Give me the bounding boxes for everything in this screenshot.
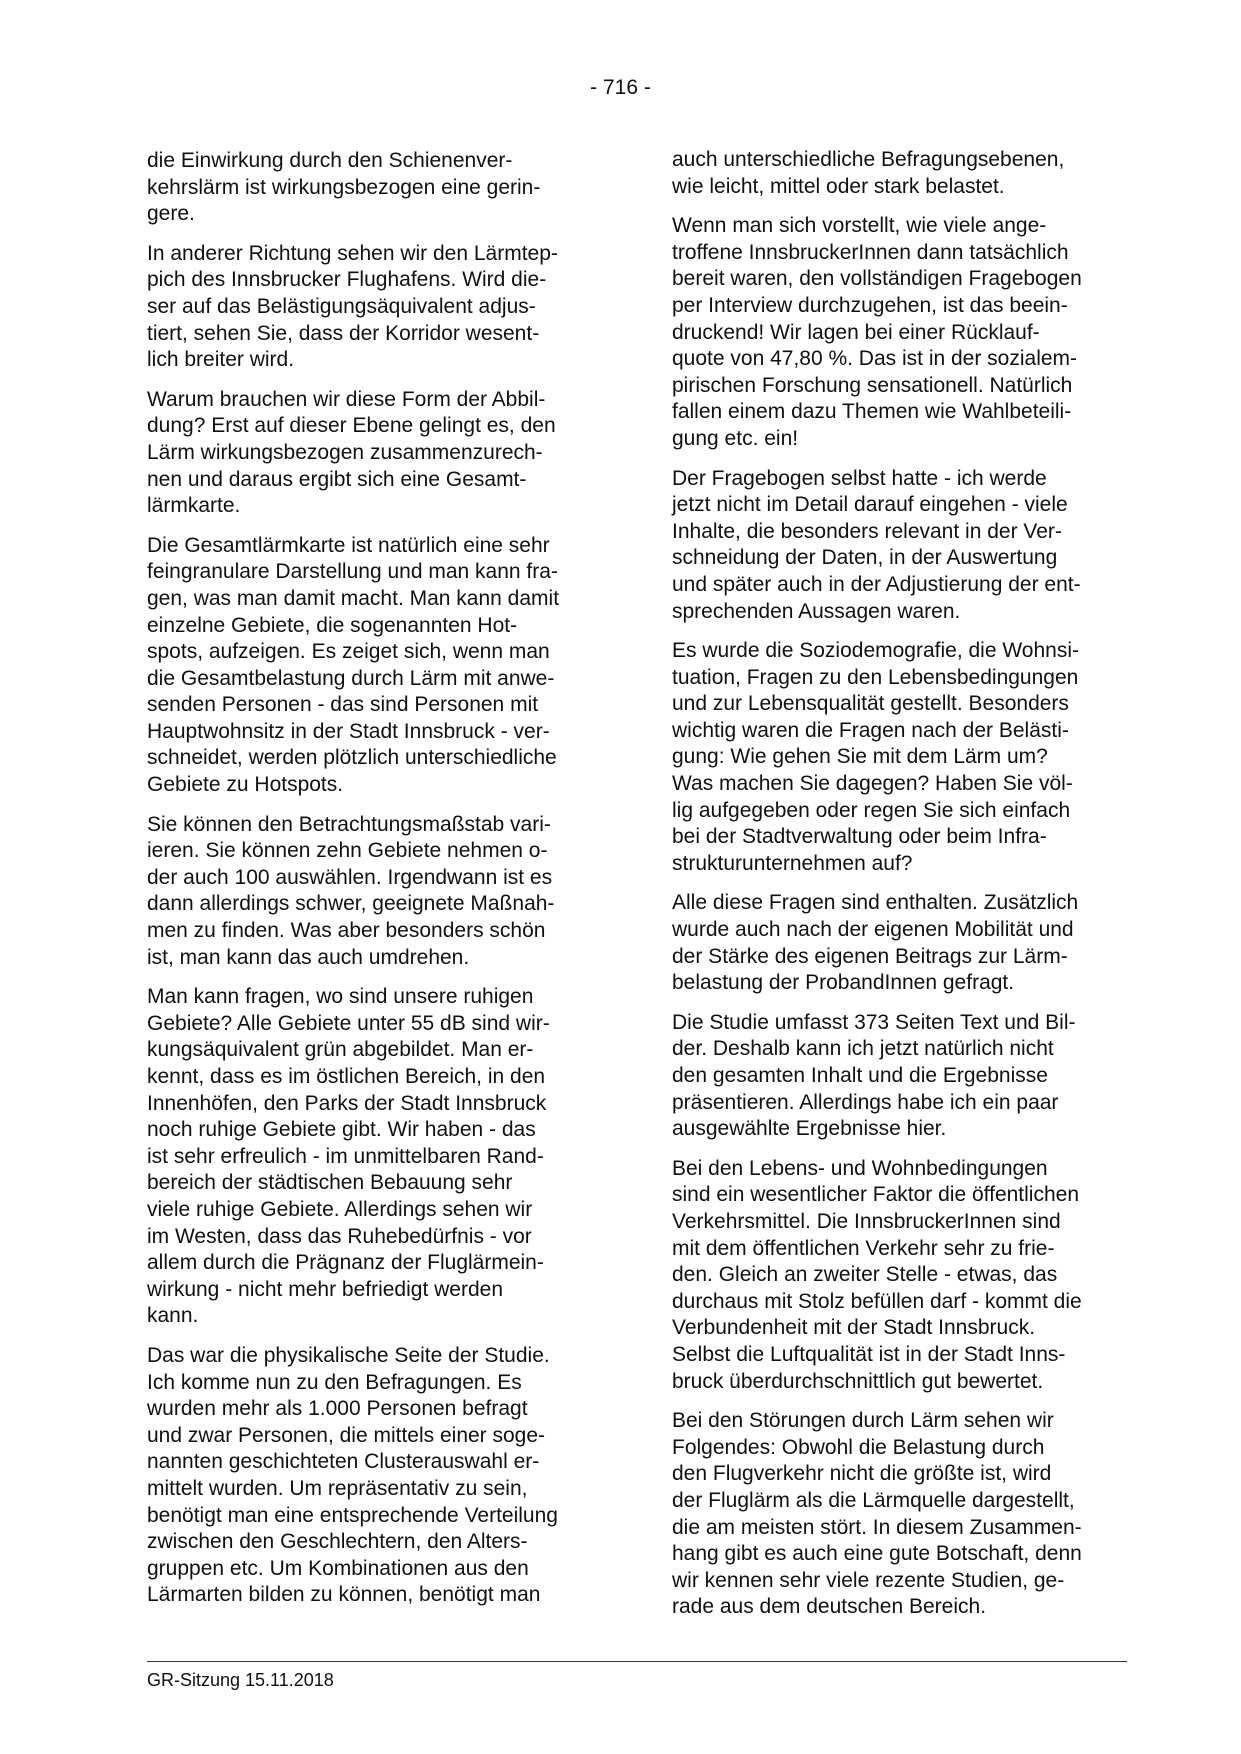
text-line: nannten geschichteten Clusterauswahl er- [147,1450,540,1474]
text-line: bruck überdurchschnittlich gut bewertet. [672,1369,1044,1393]
text-line: rade aus dem deutschen Bereich. [672,1595,987,1619]
text-line: dann allerdings schwer, geeignete Maßnah- [147,892,555,916]
text-line: tiert, sehen Sie, dass der Korridor wesent- [147,321,540,345]
paragraph [672,213,1134,452]
text-line: tuation, Fragen zu den Lebensbedingungen [672,665,1079,689]
text-line: gung: Wie gehen Sie mit dem Lärm um? [672,745,1048,769]
text-line: die Einwirkung durch den Schienenver- [147,149,513,172]
text-line: Alle diese Fragen sind enthalten. Zusätzlich [672,891,1079,915]
text-line: pich des Innsbrucker Flughafens. Wird die- [147,268,547,292]
text-line: Die Gesamtlärmkarte ist natürlich eine sehr [147,533,550,557]
text-line: wurde auch nach der eigenen Mobilität und [672,918,1074,942]
text-line: zwischen den Geschlechtern, den Alters- [147,1530,528,1554]
text-line: wichtig waren die Fragen nach der Belästi- [672,718,1069,742]
text-line: durchaus mit Stolz befüllen darf - kommt die [672,1289,1082,1313]
text-line: schneidet, werden plötzlich unterschiedliche [147,746,557,770]
text-line: noch ruhige Gebiete gibt. Wir haben - das [147,1118,536,1142]
text-line: mit dem öffentlichen Verkehr sehr zu frie- [672,1236,1055,1260]
text-line: feingranulare Darstellung und man kann fra- [147,560,558,584]
paragraph [147,984,607,1330]
text-line: Verbundenheit mit der Stadt Innsbruck. [672,1316,1036,1340]
text-line: Warum brauchen wir diese Form der Abbil- [147,387,546,411]
text-line: wir kennen sehr viele rezente Studien, ge- [672,1568,1065,1592]
text-line: Bei den Lebens- und Wohnbedingungen [672,1156,1048,1180]
paragraph [147,533,607,799]
text-line: fallen einem dazu Themen wie Wahlbeteili- [672,400,1072,424]
paragraph [147,1343,607,1609]
paragraph [672,466,1134,626]
text-line: lig aufgegeben oder regen Sie sich einfach [672,798,1071,822]
text-line: sind ein wesentlicher Faktor die öffentlichen [672,1183,1080,1207]
text-line: quote von 47,80 %. Das ist in der sozialem- [672,347,1078,371]
text-line: schneidung der Daten, in der Auswertung [672,546,1058,570]
paragraph [672,1156,1134,1395]
text-line: Folgendes: Obwohl die Belastung durch [672,1435,1045,1459]
text-line: kann. [147,1304,199,1328]
text-line: In anderer Richtung sehen wir den Lärmtep- [147,241,558,265]
text-line: mittelt wurden. Um repräsentativ zu sein, [147,1476,528,1500]
text-line: der Stärke des eigenen Beitrags zur Lärm- [672,944,1068,968]
text-line: die Gesamtbelastung durch Lärm mit anwe- [147,666,555,690]
text-line: im Westen, dass das Ruhebedürfnis - vor [147,1224,532,1248]
text-line: men zu finden. Was aber besonders schön [147,919,546,943]
paragraph [147,387,607,520]
text-line: Die Studie umfasst 373 Seiten Text und Bil- [672,1010,1076,1034]
text-line: viele ruhige Gebiete. Allerdings sehen wir [147,1197,533,1221]
text-line: ausgewählte Ergebnisse hier. [672,1117,947,1141]
text-line: benötigt man eine entsprechende Verteilung [147,1503,558,1527]
text-line: nen und daraus ergibt sich eine Gesamt- [147,467,527,491]
text-line: Ich komme nun zu den Befragungen. Es [147,1370,522,1394]
footer-divider [147,1661,1127,1662]
left-column [147,148,607,1622]
text-line: Bei den Störungen durch Lärm sehen wir [672,1409,1054,1433]
text-line: präsentieren. Allerdings habe ich ein paar [672,1090,1059,1114]
paragraph [672,1010,1134,1143]
text-line: bei der Stadtverwaltung oder beim Infra- [672,825,1047,849]
page-number: - 716 - [590,76,651,99]
text-line: spots, aufzeigen. Es zeiget sich, wenn man [147,640,550,664]
text-line: der Fluglärm als die Lärmquelle dargestellt, [672,1488,1075,1512]
text-line: Lärmarten bilden zu können, benötigt man [147,1583,541,1607]
text-line: Hauptwohnsitz in der Stadt Innsbruck - ver- [147,719,550,743]
text-line: Der Fragebogen selbst hatte - ich werde [672,466,1047,490]
text-line: pirischen Forschung sensationell. Natürlich [672,373,1073,397]
text-line: einzelne Gebiete, die sogenannten Hot- [147,613,518,637]
text-line: sprechenden Aussagen waren. [672,599,961,623]
text-line: Selbst die Luftqualität ist in der Stadt Inns- [672,1342,1066,1366]
text-line: Sie können den Betrachtungsmaßstab vari- [147,812,551,836]
text-line: wurden mehr als 1.000 Personen befragt [147,1397,528,1421]
text-line: und später auch in der Adjustierung der ent- [672,572,1081,596]
text-line: per Interview durchzugehen, ist das beein- [672,293,1068,317]
text-line: ser auf das Belästigungsäquivalent adjus- [147,294,536,318]
paragraph [147,241,607,374]
text-line: den gesamten Inhalt und die Ergebnisse [672,1064,1048,1087]
text-line: Gebiete? Alle Gebiete unter 55 dB sind wir- [147,1011,550,1035]
text-line: kennt, dass es im östlichen Bereich, in den [147,1065,546,1088]
text-line: wie leicht, mittel oder stark belastet. [672,174,1005,198]
text-line: Inhalte, die besonders relevant in der Ver- [672,519,1062,543]
text-line: ieren. Sie können zehn Gebiete nehmen o- [147,839,548,863]
text-line: belastung der ProbandInnen gefragt. [672,971,1015,995]
footer-session-date: GR-Sitzung 15.11.2018 [147,1670,334,1690]
text-line: gruppen etc. Um Kombinationen aus den [147,1556,529,1580]
text-line: und zur Lebensqualität gestellt. Besonders [672,692,1069,716]
text-line: den Flugverkehr nicht die größte ist, wird [672,1462,1052,1486]
text-line: Das war die physikalische Seite der Studie. [147,1343,550,1367]
text-line: jetzt nicht im Detail darauf eingehen - viele [672,493,1068,517]
text-line: wirkung - nicht mehr befriedigt werden [147,1277,503,1301]
text-line: bereit waren, den vollständigen Fragebogen [672,267,1082,291]
text-line: bereich der städtischen Bebauung sehr [147,1171,513,1195]
text-line: dung? Erst auf dieser Ebene gelingt es, den [147,414,556,438]
text-line: Innenhöfen, den Parks der Stadt Innsbruck [147,1091,547,1115]
paragraph [672,147,1134,200]
right-column [672,147,1134,1634]
text-line: auch unterschiedliche Befragungsebenen, [672,148,1065,171]
text-line: Was machen Sie dagegen? Haben Sie völ- [672,772,1073,796]
text-line: lich breiter wird. [147,348,295,372]
text-line: kehrslärm ist wirkungsbezogen eine gerin- [147,175,541,199]
text-line: troffene InnsbruckerInnen dann tatsächlich [672,240,1069,264]
text-line: Es wurde die Soziodemografie, die Wohnsi- [672,639,1079,663]
text-line: senden Personen - das sind Personen mit [147,693,539,717]
text-line: strukturunternehmen auf? [672,851,913,875]
text-line: Man kann fragen, wo sind unsere ruhigen [147,985,534,1009]
text-line: ist, man kann das auch umdrehen. [147,945,470,969]
text-line: Wenn man sich vorstellt, wie viele ange- [672,214,1047,238]
text-line: Lärm wirkungsbezogen zusammenzurech- [147,440,543,464]
text-line: hang gibt es auch eine gute Botschaft, denn [672,1542,1082,1566]
text-line: die am meisten stört. In diesem Zusammen- [672,1515,1082,1539]
text-line: der auch 100 auswählen. Irgendwann ist es [147,865,553,889]
text-line: den. Gleich an zweiter Stelle - etwas, das [672,1263,1058,1287]
text-line: gen, was man damit macht. Man kann damit [147,586,560,610]
text-line: Verkehrsmittel. Die InnsbruckerInnen sind [672,1209,1061,1233]
text-line: lärmkarte. [147,494,241,518]
text-line: gere. [147,202,195,226]
text-line: gung etc. ein! [672,426,799,450]
paragraph [672,890,1134,996]
text-line: allem durch die Prägnanz der Fluglärmein- [147,1251,544,1275]
paragraph [147,148,607,228]
paragraph [672,638,1134,877]
text-line: druckend! Wir lagen bei einer Rücklauf- [672,320,1040,344]
text-line: Gebiete zu Hotspots. [147,773,344,797]
paragraph [147,812,607,972]
paragraph [672,1408,1134,1621]
text-line: der. Deshalb kann ich jetzt natürlich nicht [672,1037,1054,1061]
text-line: ist sehr erfreulich - im unmittelbaren Rand- [147,1144,544,1168]
text-line: und zwar Personen, die mittels einer soge- [147,1423,546,1447]
text-line: kungsäquivalent grün abgebildet. Man er- [147,1038,534,1062]
